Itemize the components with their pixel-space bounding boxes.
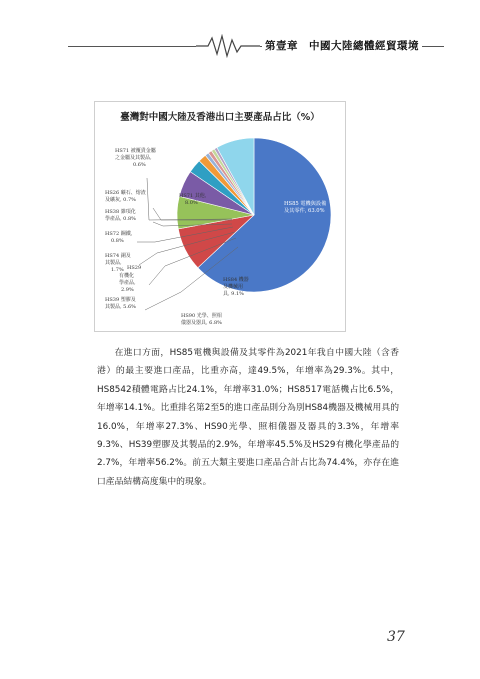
slice-label-hs29-value: 2.9% [121, 287, 134, 293]
slice-label-hs84-2: 及機械用 [223, 284, 244, 290]
body-paragraph: 在進口方面，HS85電機與設備及其零件為2021年我自中國大陸（含香港）的最主要進口產品，比重亦高，達49.5%，年增率為29.3%。其中，HS8542積體電路占比24.1%，年增率31.0%；HS8517電話機占比6.5%，年增率14.1%。比重排名第2至5的進口產品則分為別HS84機器及機械用具的16.0%，年增率27.3%、HS90光學、照相儀器及器具的3.3%，年增率9.3%、HS39塑膠及其製品的2.9%，年增率45.5%及HS29有機化學產品的2.7%，年增率56.2%。前五大類主要進口產品合計占比為74.4%，亦存在進口產品結構高度集中的現象。 [97, 348, 399, 487]
chart-title: 臺灣對中國大陸及香港出口主要產品占比（%） [120, 112, 320, 123]
slice-label-hs29-2: 有機化 [119, 273, 135, 279]
slice-label-hs74-value: 1.7% [111, 267, 124, 273]
slice-label-hs39-value: 其製品, 5.6% [105, 304, 136, 310]
slice-label-hs84-value: 具, 9.1% [223, 291, 244, 297]
slice-label-hs74: HS74 銅及 [105, 253, 131, 259]
slice-label-hs29: HS29 [127, 265, 142, 271]
slice-label-hs26: HS26 礦石、熔渣 [105, 190, 146, 196]
slice-label-hs72: HS72 鋼鐵, [105, 231, 133, 237]
slice-label-other: HS71 其他, [179, 193, 207, 199]
pie-chart [94, 101, 346, 332]
page-number: 37 [387, 629, 405, 645]
pie-chart-svg [95, 102, 345, 331]
slice-label-hs74-2: 其製品, [105, 260, 122, 266]
slice-label-hs71: HS71 被覆貴金屬 [115, 148, 156, 154]
slice-label-hs71-value: 0.6% [133, 162, 146, 168]
slice-label-hs26-value: 及礦灰, 0.7% [105, 197, 136, 203]
slice-label-hs85-value: 及其零件, 63.0% [284, 208, 325, 214]
slice-label-hs29-3: 學產品, [119, 280, 136, 286]
body-paragraph-block [97, 344, 399, 491]
slice-label-hs72-value: 0.8% [111, 238, 124, 244]
slice-label-hs90: HS90 光學、照相 [181, 313, 222, 319]
heartbeat-icon [196, 34, 260, 58]
slice-label-hs71-2: 之金屬及其製品, [115, 155, 152, 161]
slice-label-hs39: HS39 塑膠及 [105, 297, 136, 303]
slice-label-hs84: HS84 機器 [223, 277, 249, 283]
slice-label-hs90-value: 儀器及器具, 6.8% [181, 320, 222, 326]
slice-label-hs38: HS38 雜項化 [105, 209, 136, 215]
chapter-title: 第壹章 中國大陸總體經貿環境 [262, 38, 422, 53]
slice-label-hs38-value: 學產品, 0.8% [105, 216, 136, 222]
slice-label-hs85: HS85 電機與設備 [284, 201, 327, 207]
slice-label-other-value: 8.0% [185, 200, 198, 206]
